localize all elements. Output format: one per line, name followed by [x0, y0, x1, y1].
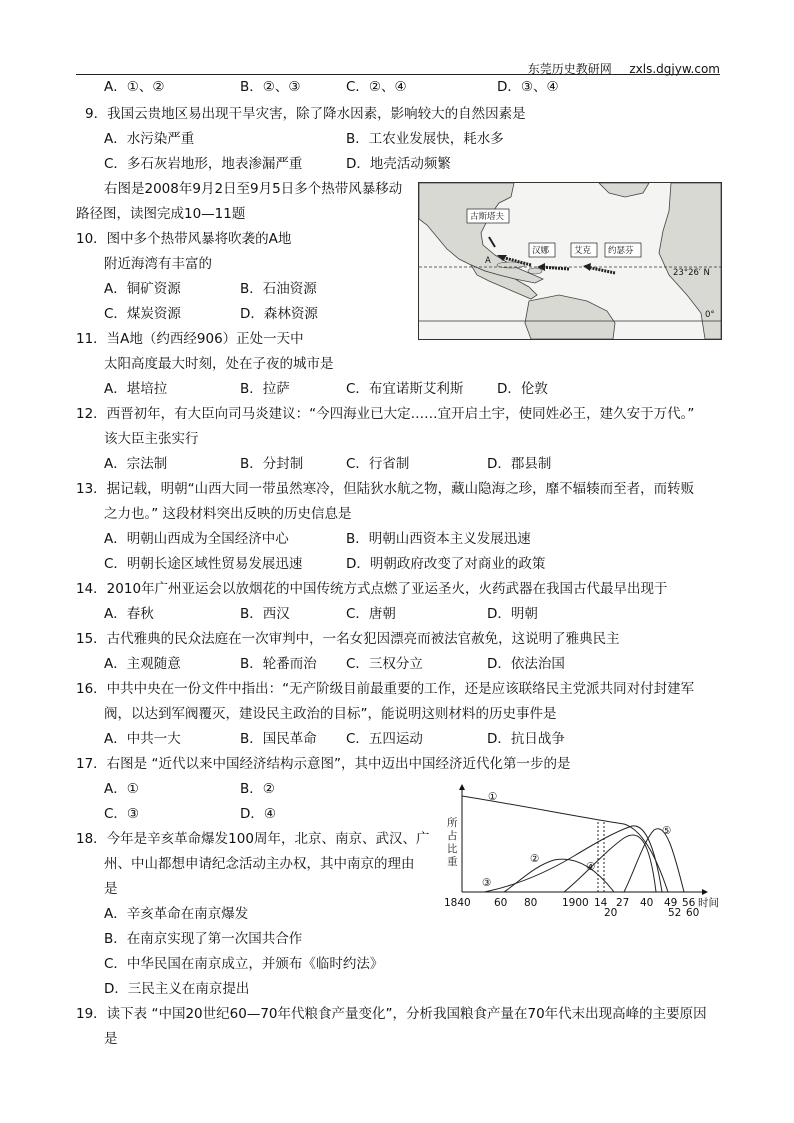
q16-option-b: B．国民革命 [240, 731, 317, 747]
tick-80: 80 [524, 897, 538, 909]
q18-stem-line3: 是 [104, 881, 118, 897]
tick-27: 27 [616, 897, 630, 909]
q13-option-c: C．明朝长途区域性贸易发展迅速 [104, 556, 303, 572]
q19-stem-line1: 19．读下表 “中国20世纪60—70年代粮食产量变化”，分析我国粮食产量在70年代末出现高峰的主要原因 [76, 1006, 707, 1022]
hispaniola-island [528, 268, 542, 274]
q18-stem-line1: 18．今年是辛亥革命爆发100周年，北京、南京、武汉、广 [76, 831, 430, 847]
q12-option-b: B．分封制 [240, 456, 304, 472]
q9-option-a: A．水污染严重 [104, 131, 195, 147]
ylabel-char-4: 重 [447, 856, 458, 868]
tick-60-low: 60 [686, 907, 700, 916]
q16-option-d: D．抗日战争 [487, 731, 565, 747]
tick-1900: 1900 [562, 897, 589, 909]
tick-60: 60 [494, 897, 508, 909]
economic-chart-svg [444, 782, 722, 916]
xlabel: 时间 [698, 897, 719, 909]
curve-label-3: ③ [482, 877, 492, 889]
q15-option-b: B．轮番而治 [240, 656, 317, 672]
q15-option-c: C．三权分立 [346, 656, 423, 672]
ylabel-char-2: 占 [447, 830, 458, 842]
q13-stem-line1: 13．据记载，明朝“山西大同一带虽然寒冷，但陆狄水航之物，藏山隐海之珍，靡不辐辏而至者，而转贩 [76, 481, 695, 497]
q12-option-a: A．宗法制 [104, 456, 168, 472]
q12-stem-line1: 12．西晋初年，有大臣向司马炎建议：“今四海业已大定……宜开启土宇，使同姓必王，建久安于万代。” [76, 406, 695, 422]
tick-56: 56 [682, 897, 696, 909]
q10-option-a: A．铜矿资源 [104, 281, 181, 297]
q16-option-c: C．五四运动 [346, 731, 423, 747]
q17-option-a: A．① [104, 781, 139, 797]
q11-stem-line2: 太阳高度最大时刻，处在子夜的城市是 [104, 356, 334, 372]
curve-label-2: ② [530, 853, 540, 865]
q12-option-d: D．郡县制 [487, 456, 552, 472]
label-equator: 0° [705, 310, 715, 320]
q13-option-b: B．明朝山西资本主义发展迅速 [346, 531, 531, 547]
q9-stem: 9．我国云贵地区易出现干旱灾害，除了降水因素，影响较大的自然因素是 [85, 106, 526, 122]
storm-map-svg [419, 183, 721, 339]
ylabel-char-3: 比 [447, 843, 458, 855]
header-site-name: 东莞历史教研网 [527, 62, 612, 76]
q12-option-c: C．行省制 [346, 456, 410, 472]
curve-label-5: ⑤ [662, 825, 672, 837]
curve-label-1: ① [488, 791, 498, 803]
q10-option-b: B．石油资源 [240, 281, 317, 297]
q11-stem-line1: 11．当A地（约西经906）正处一天中 [76, 331, 304, 347]
q18-option-d: D．三民主义在南京提出 [104, 981, 250, 997]
q8-option-b: B．②、③ [240, 79, 301, 95]
q18-stem-line2: 州、中山都想申请纪念活动主办权，其中南京的理由 [104, 856, 415, 872]
q15-option-a: A．主观随意 [104, 656, 181, 672]
ylabel-char-1: 所 [447, 817, 458, 829]
curve-1 [462, 796, 668, 892]
q9-option-c: C．多石灰岩地形，地表渗漏严重 [104, 156, 303, 172]
tick-1840: 1840 [444, 897, 471, 909]
q14-option-c: C．唐朝 [346, 606, 396, 622]
q19-stem-line2: 是 [104, 1031, 118, 1047]
q18-option-c: C．中华民国在南京成立，并颁布《临时约法》 [104, 956, 384, 972]
q11-option-a: A．堪培拉 [104, 381, 168, 397]
q17-option-d: D．④ [240, 806, 276, 822]
q14-option-a: A．春秋 [104, 606, 154, 622]
q11-option-b: B．拉萨 [240, 381, 290, 397]
label-gustav: 古斯塔夫 [470, 212, 505, 222]
q16-stem-line2: 阀，以达到军阀覆灭，建设民主政治的目标”，能说明这则材料的历史事件是 [104, 706, 557, 722]
q8-option-c: C．②、④ [346, 79, 407, 95]
q14-option-b: B．西汉 [240, 606, 290, 622]
q10-option-c: C．煤炭资源 [104, 306, 181, 322]
tick-20: 20 [604, 907, 618, 916]
tick-40: 40 [640, 897, 654, 909]
tick-52: 52 [668, 907, 682, 916]
q17-option-b: B．② [240, 781, 275, 797]
q9-option-b: B．工农业发展快，耗水多 [346, 131, 504, 147]
label-point-a: A [485, 256, 491, 266]
q10-stem-line2: 附近海湾有丰富的 [104, 256, 212, 272]
q9-option-d: D．地壳活动频繁 [346, 156, 451, 172]
q11-option-d: D．伦敦 [497, 381, 548, 397]
q12-stem-line2: 该大臣主张实行 [104, 431, 199, 447]
q18-option-a: A．辛亥革命在南京爆发 [104, 906, 249, 922]
label-latitude: 23°26′ N [673, 268, 710, 278]
curve-5 [624, 829, 684, 892]
q15-stem: 15．古代雅典的民众法庭在一次审判中，一名女犯因漂亮而被法官赦免，这说明了雅典民主 [76, 631, 620, 647]
q17-option-c: C．③ [104, 806, 140, 822]
intro-10-11-line1: 右图是2008年9月2日至9月5日多个热带风暴移动 [104, 181, 403, 197]
q8-option-a: A．①、② [104, 79, 165, 95]
q13-option-a: A．明朝山西成为全国经济中心 [104, 531, 289, 547]
q18-option-b: B．在南京实现了第一次国共合作 [104, 931, 303, 947]
q10-stem-line1: 10．图中多个热带风暴将吹袭的A地 [76, 231, 292, 247]
q14-stem: 14．2010年广州亚运会以放烟花的中国传统方式点燃了亚运圣火，火药武器在我国古代最早出现于 [76, 581, 668, 597]
header-rule [76, 74, 720, 75]
label-josephine: 约瑟芬 [608, 246, 634, 256]
q11-option-c: C．布宜诺斯艾利斯 [346, 381, 464, 397]
y-axis-arrow [459, 784, 465, 790]
q17-stem: 17．右图是 “近代以来中国经济结构示意图”，其中迈出中国经济近代化第一步的是 [76, 756, 571, 772]
curve-label-4: ④ [586, 861, 596, 873]
header-site-url: zxls.dgjyw.com [629, 62, 720, 76]
q16-stem-line1: 16．中共中央在一份文件中指出：“无产阶级目前最重要的工作，还是应该联络民主党派共同对付封建军 [76, 681, 695, 697]
intro-10-11-line2: 路径图，读图完成10—11题 [76, 206, 246, 222]
q16-option-a: A．中共一大 [104, 731, 181, 747]
x-axis-arrow [702, 889, 708, 895]
curve-4 [564, 835, 656, 892]
tick-49: 49 [664, 897, 678, 909]
label-ike: 艾克 [574, 246, 592, 256]
tick-14: 14 [594, 897, 608, 909]
q13-option-d: D．明朝政府改变了对商业的政策 [346, 556, 546, 572]
q14-option-d: D．明朝 [487, 606, 538, 622]
label-hanna: 汉娜 [532, 246, 550, 256]
storm-path-map [418, 182, 722, 340]
q10-option-d: D．森林资源 [240, 306, 318, 322]
economic-structure-chart [444, 782, 722, 916]
q15-option-d: D．依法治国 [487, 656, 565, 672]
q8-option-d: D．③、④ [497, 79, 559, 95]
q13-stem-line2: 之力也。” 这段材料突出反映的历史信息是 [104, 506, 352, 522]
